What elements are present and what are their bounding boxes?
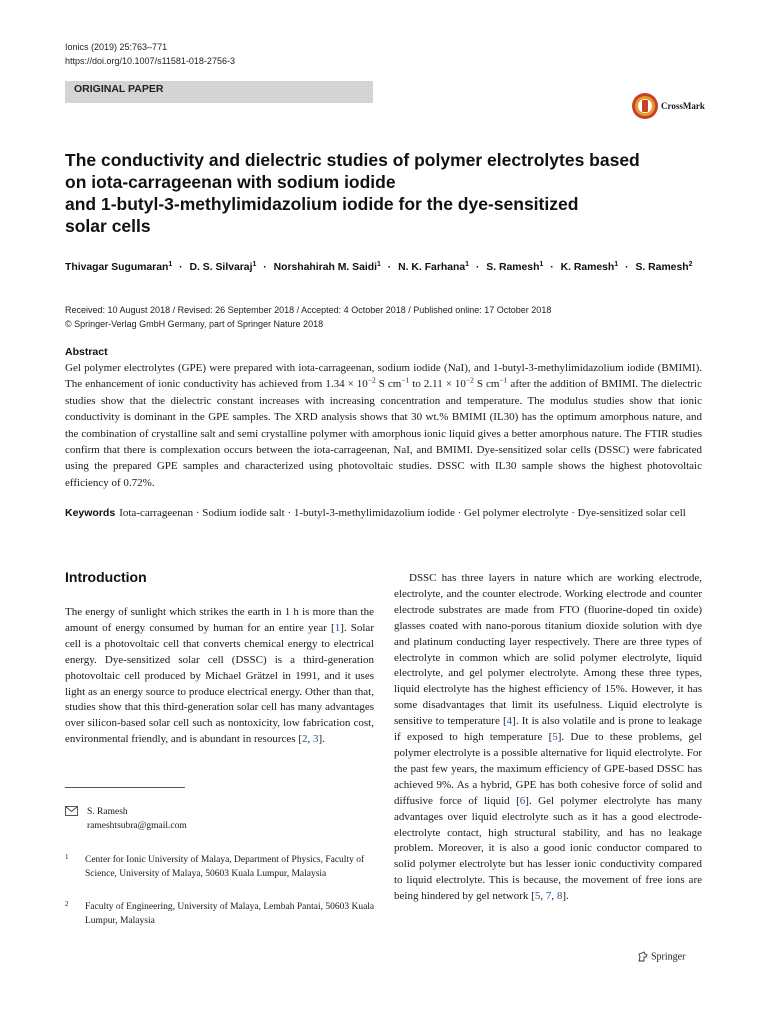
body-text: ]. [318,733,325,746]
reference-link[interactable]: 2 [301,733,308,746]
introduction-heading: Introduction [65,569,147,585]
author-separator: · [387,262,392,273]
history-dates: Received: 10 August 2018 / Revised: 26 September 2018 / Accepted: 4 October 2018 / Published online: 17 October 2018 [65,305,552,315]
introduction-left-column [65,605,374,748]
exponent: −2 [367,375,376,385]
author-affiliation-mark: 1 [168,261,173,268]
body-text: ]. It is also volatile and is prone to leakage if exposed to high temperature [ [394,715,702,744]
author-separator: · [263,262,267,273]
affiliation-text: Faculty of Engineering, University of Malaya, Lembah Pantai, 50603 Kuala Lumpur, Malaysia [85,902,375,926]
author-separator: · [550,262,554,273]
affiliation-text: Center for Ionic University of Malaya, Department of Physics, Faculty of Science, University of Malaya, 50603 Kuala Lumpur, Malaysia [85,855,365,879]
body-text: , [307,733,313,746]
title-line: solar cells [65,216,151,236]
author-affiliation-mark: 2 [688,261,693,268]
author-name[interactable]: Thivagar Sugumaran [65,262,169,273]
body-text: ]. [562,890,569,903]
body-text: ]. Gel polymer electrolyte has many advantages over liquid electrolyte such as it has a good electrode-electrolyte contact, high structural stability, and has no leakage problem. Moreover, it is also a good ionic conductor compared to solid polymer electrolyte but has lesser ionic conductivity compared to liquid electrolyte. This is because, the movement of free ions are being hindered by gel network [ [394,794,702,903]
author-affiliation-mark: 1 [614,261,619,268]
publisher-logo [637,951,685,963]
journal-info [65,40,235,68]
abstract-text: to 2.11 × 10 [409,378,466,391]
paper-title [65,149,705,237]
reference-link[interactable]: 7 [545,890,552,903]
correspondent-name: S. Ramesh [87,807,128,817]
author-affiliation-mark: 1 [252,261,257,268]
reference-link[interactable]: 6 [519,794,526,807]
abstract-text: S cm [375,378,402,391]
affiliation-number: 1 [65,853,69,861]
springer-horse-icon [637,951,649,963]
body-text: ]. Due to these problems, gel polymer electrolyte is a possible alternative for liquid electrolyte. For the past few years, the maximum efficiency of GPE-based DSSC has achieved 9%. As a hybrid, GPE has both cohesive force of solid and diffusive force of liquid [ [394,731,702,807]
reference-link[interactable]: 5 [534,890,541,903]
author-affiliation-mark: 1 [539,261,544,268]
copyright-notice: © Springer-Verlag GmbH Germany, part of Springer Nature 2018 [65,319,324,329]
crossmark-icon [631,92,659,120]
reference-link[interactable]: 4 [506,715,513,728]
reference-link[interactable]: 1 [334,621,341,634]
crossmark-label: CrossMark [661,101,705,111]
reference-link[interactable]: 8 [556,890,563,903]
body-text: , [540,890,546,903]
footnote-divider [65,787,185,788]
author-name[interactable]: D. S. Silvaraj [189,262,253,273]
body-text: DSSC has three layers in nature which are working electrode, electrolyte, and the counter electrode. Working electrode and counter electrode substrates are made from FTO (fluorine-doped tin oxide) glasses coated with nano-porous titanium dioxide solution with dye and platinum conducting layer respectively. There are three types of electrolyte in common which are solid polymer electrolyte, liquid electrolyte, and gel polymer electrolyte. Among these three types, liquid electrolyte has the highest efficiency of 15%. However, it has some disadvantages that limit its usefulness. Liquid electrolyte is sensitive to temperature [ [394,572,702,728]
exponent: −1 [401,375,410,385]
author-name[interactable]: K. Ramesh [560,262,615,273]
author-name[interactable]: S. Ramesh [635,262,689,273]
reference-link[interactable]: 5 [552,731,558,744]
exponent: −2 [465,375,474,385]
body-text: The energy of sunlight which strikes the earth in 1 h is more than the amount of energy consumed by human for an entire year [ [65,606,374,634]
abstract-text: Gel polymer electrolytes (GPE) were prepared with iota-carrageenan, sodium iodide (NaI), and 1-butyl-3-methylimidazolium iodide (BMIMI). The enhancement of ionic conductivity has achieved from 1.34 × 10 [65,362,702,391]
affiliation [65,853,375,881]
title-line: The conductivity and dielectric studies of polymer electrolytes based [65,150,640,170]
author-separator: · [179,262,183,273]
body-text: ]. Solar cell is a photovoltaic cell that converts chemical energy to electrical energy. Dye-sensitized solar cell (DSSC) is a third-generation photovoltaic cell produced by Michael Grätzel in 1991, and it uses light as an energy source to produce electrical energy. Other than that, studies show that this third-generation solar cell has many advantages over silicon-based solar cell such as nontoxicity, low fabrication cost, environmental friendly, and is abundant in resources [ [65,621,374,746]
author-name[interactable]: N. K. Farhana [398,262,466,273]
abstract-section [65,345,702,491]
author-name[interactable]: Norshahirah M. Saidi [273,262,377,273]
keywords-list: Iota-carrageenan · Sodium iodide salt · 1-butyl-3-methylimidazolium iodide · Gel polymer electrolyte · Dye-sensitized solar cell [119,507,686,519]
doi-link[interactable]: https://doi.org/10.1007/s11581-018-2756-3 [65,56,235,66]
title-line: on iota-carrageenan with sodium iodide [65,172,396,192]
abstract-text: S cm [473,378,500,391]
paper-type-label: ORIGINAL PAPER [65,81,373,103]
exponent: −1 [499,375,508,385]
keywords-label: Keywords [65,507,116,519]
affiliation [65,900,375,928]
author-separator: · [475,262,480,273]
abstract-text: after the addition of BMIMI. The dielectric studies show that the dielectric constant increases with increasing concentration and temperature. The modulus studies show that ionic conductivity is dominant in the GPE samples. The XRD analysis shows that 30 wt.% BMIMI (IL30) has the optimum amorphous nature, and the combination of crystalline salt and semi crystalline polymer with amorphous ionic liquid gives a better amorphous nature. The FTIR studies confirm that there is complexation occurs between the iota-carrageenan, NaI, and BMIMI. Dye-sensitized solar cells (DSSC) were fabricated using the prepared GPE samples and characterized using photovoltaic studies. DSSC with IL30 sample shows the highest photovoltaic efficiency of 0.72%. [65,378,702,489]
publication-dates [65,303,551,331]
body-text: , [551,890,557,903]
correspondence-block [65,805,187,833]
affiliation-number: 2 [65,900,69,908]
envelope-icon [65,806,78,816]
reference-link[interactable]: 3 [312,733,319,746]
author-separator: · [625,262,629,273]
author-affiliation-mark: 1 [376,261,381,268]
publisher-name: Springer [651,951,686,963]
crossmark-badge[interactable] [631,92,711,122]
correspondent-email[interactable]: rameshtsubra@gmail.com [87,821,187,831]
introduction-right-column [394,571,702,905]
abstract-body [65,360,702,491]
author-name[interactable]: S. Ramesh [486,262,540,273]
author-list [65,262,715,273]
keywords-section [65,505,702,521]
author-affiliation-mark: 1 [465,261,470,268]
title-line: and 1-butyl-3-methylimidazolium iodide for the dye-sensitized [65,194,579,214]
abstract-heading: Abstract [65,346,108,358]
journal-citation: Ionics (2019) 25:763–771 [65,42,168,52]
